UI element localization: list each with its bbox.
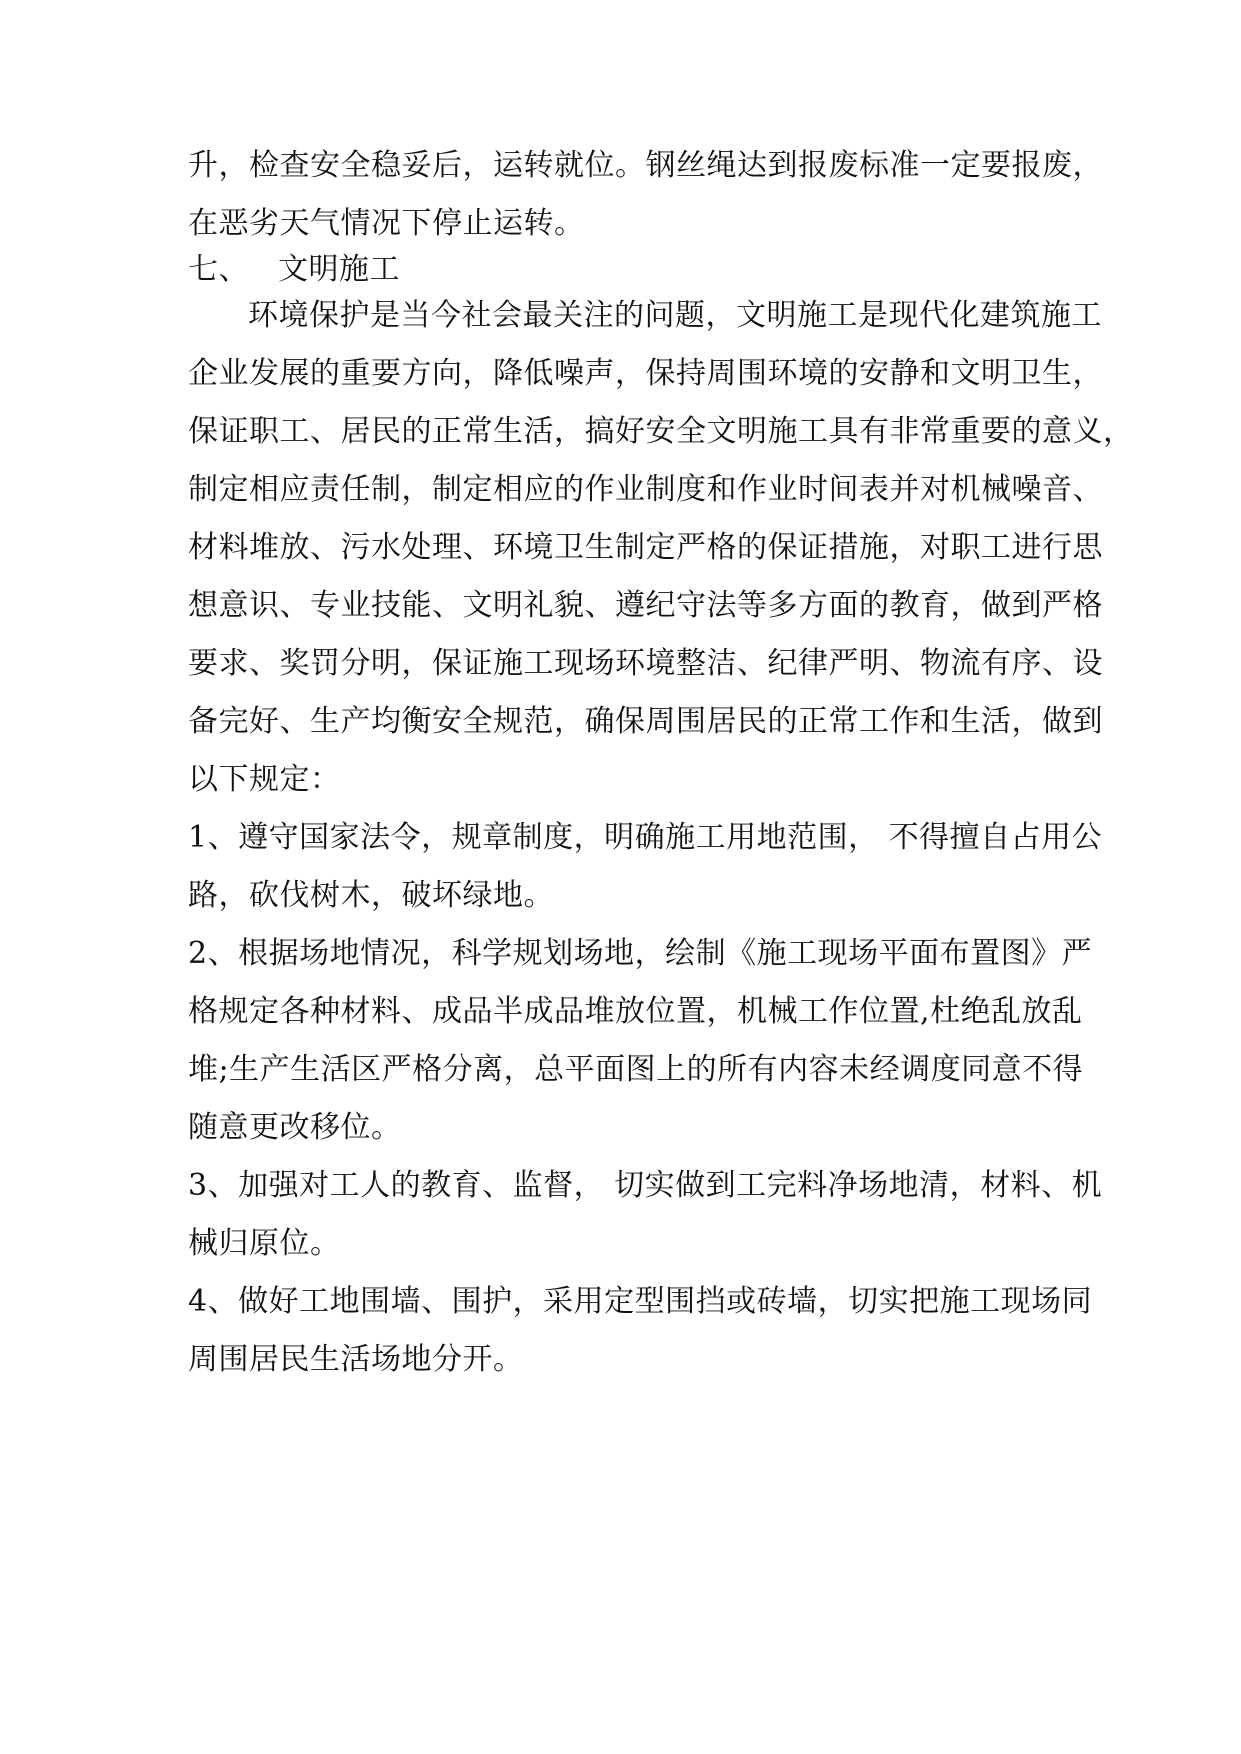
section-heading [188, 250, 1050, 290]
intro-line-2: 在恶劣天气情况下停止运转。 [188, 206, 585, 241]
list-item-3-line: 3、加强对工人的教育、监督， 切实做到工完料净场地清，材料、机 [188, 1168, 1103, 1203]
paragraph-line: 备完好、生产均衡安全规范，确保周围居民的正常工作和生活，做到 [188, 704, 1103, 739]
section-number: 七、 [188, 252, 249, 287]
intro-line-1: 升，检查安全稳妥后，运转就位。钢丝绳达到报废标准一定要报废， [188, 148, 1103, 183]
paragraph-line: 保证职工、居民的正常生活，搞好安全文明施工具有非常重要的意义， [188, 414, 1134, 449]
list-item-2-line: 堆;生产生活区严格分离，总平面图上的所有内容未经调度同意不得 [188, 1052, 1084, 1087]
paragraph-line: 环境保护是当今社会最关注的问题，文明施工是现代化建筑施工 [248, 298, 1102, 333]
paragraph-line: 企业发展的重要方向，降低噪声，保持周围环境的安静和文明卫生， [188, 356, 1103, 391]
list-item-4-line: 周围居民生活场地分开。 [188, 1342, 524, 1377]
paragraph-line: 制定相应责任制，制定相应的作业制度和作业时间表并对机械噪音、 [188, 472, 1103, 507]
paragraph-line: 以下规定： [188, 762, 341, 797]
list-item-1-line: 路，砍伐树木，破坏绿地。 [188, 878, 554, 913]
list-item-2-line: 格规定各种材料、成品半成品堆放位置，机械工作位置,杜绝乱放乱 [188, 994, 1083, 1029]
list-item-3-line: 械归原位。 [188, 1226, 341, 1261]
paragraph-line: 想意识、专业技能、文明礼貌、遵纪守法等多方面的教育，做到严格 [188, 588, 1103, 623]
list-item-2-line: 2、根据场地情况，科学规划场地，绘制《施工现场平面布置图》严 [188, 936, 1093, 971]
section-title: 文明施工 [278, 252, 400, 287]
list-item-4-line: 4、做好工地围墙、围护，采用定型围挡或砖墙，切实把施工现场同 [188, 1284, 1093, 1319]
paragraph-line: 要求、奖罚分明，保证施工现场环境整洁、纪律严明、物流有序、设 [188, 646, 1103, 681]
list-item-2-line: 随意更改移位。 [188, 1110, 402, 1145]
paragraph-line: 材料堆放、污水处理、环境卫生制定严格的保证措施，对职工进行思 [188, 530, 1103, 565]
list-item-1-line: 1、遵守国家法令，规章制度，明确施工用地范围， 不得擅自占用公 [188, 820, 1103, 855]
